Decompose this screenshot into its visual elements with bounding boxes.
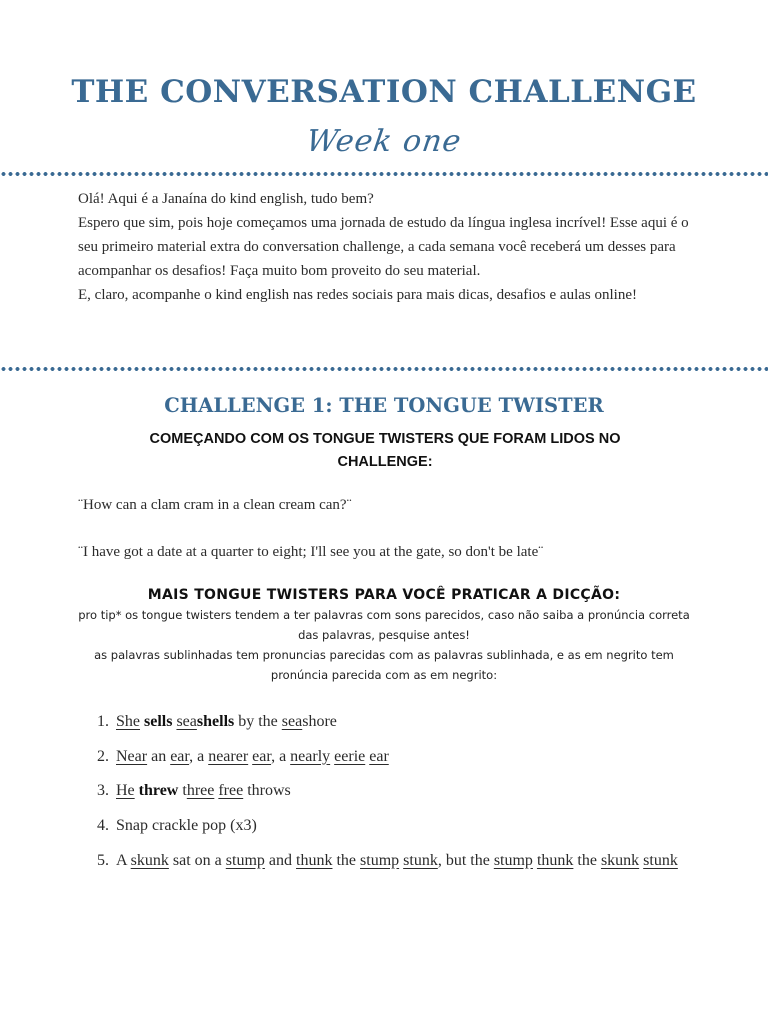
twister-quote-1: ¨How can a clam cram in a clean cream can?¨ [78,497,352,513]
underlined-word: hree [186,782,215,800]
underlined-word: stump [360,851,400,869]
underlined-word: nearer [208,747,249,765]
text-span: shore [302,713,337,730]
intro-text [78,187,693,307]
page-subtitle: Week one [304,124,464,159]
bold-word: shells [196,713,235,730]
underlined-word: ear [252,747,272,765]
page-title: THE CONVERSATION CHALLENGE [71,74,697,110]
list-item [97,740,717,775]
text-span: by the [234,713,282,730]
underlined-word: stump [225,851,265,869]
text-span: t [178,782,187,800]
text-span: , but the [437,851,494,869]
twister-quote-2: ¨I have got a date at a quarter to eight; I'll see you at the gate, so don't be late¨ [78,544,544,560]
underlined-word: ear [369,747,389,765]
challenge-subheading: COMEÇANDO COM OS TONGUE TWISTERS QUE FORAM LIDOS NO CHALLENGE: [149,431,621,470]
practice-heading: MAIS TONGUE TWISTERS PARA VOCÊ PRATICAR A DICÇÃO: [147,587,621,603]
underlined-word: He [116,782,135,800]
list-number: 1. [97,713,109,730]
pro-tip: pro tip* os tongue twisters tendem a ter palavras com sons parecidos, caso não saiba a pronúncia correta das palavras, pesquise antes! [78,608,690,642]
list-number: 3. [97,782,109,800]
text-span: , a [271,747,291,765]
intro-social: E, claro, acompanhe o kind english nas redes sociais para mais dicas, desafios e aulas online! [78,287,637,304]
underlined-word: skunk [130,851,169,869]
underlined-word: eerie [334,747,366,765]
challenge-heading: CHALLENGE 1: THE TONGUE TWISTER [164,394,604,417]
bold-word: threw [138,782,179,800]
text-span: an [147,747,171,765]
text-span: the [573,851,601,869]
text-span: , a [189,747,209,765]
bold-word: sells [144,713,173,730]
list-number: 2. [97,747,109,765]
underlined-word: free [218,782,244,800]
intro-greeting: Olá! Aqui é a Janaína do kind english, tudo bem? [78,191,374,207]
tongue-twister-list [97,705,717,879]
list-item [97,809,717,844]
text-span: throws [243,782,291,800]
dotted-divider-bottom [0,367,768,371]
underlined-word: stump [493,851,533,869]
pronunciation-note: as palavras sublinhadas tem pronuncias parecidas com as palavras sublinhada, e as em negrito tem pronúncia parecida com as em negrito: [94,648,674,682]
text-span: and [264,851,297,869]
text-span: sat on a [168,851,226,869]
underlined-word: She [116,713,140,730]
underlined-word: sea [176,713,197,730]
list-item [97,774,717,809]
underlined-word: Near [116,747,148,765]
underlined-word: nearly [290,747,331,765]
underlined-word: thunk [296,851,333,869]
underlined-word: skunk [600,851,640,869]
underlined-word: stunk [643,851,678,869]
underlined-word: stunk [403,851,438,869]
text-span: Snap crackle pop (x3) [116,817,257,835]
list-number: 4. [97,817,109,835]
list-item [97,844,717,879]
underlined-word: ear [170,747,190,765]
text-span: the [332,851,361,869]
dotted-divider-top [0,172,768,176]
list-item [97,705,717,740]
text-span: A [116,851,131,869]
underlined-word: thunk [536,851,574,869]
intro-paragraph: Espero que sim, pois hoje começamos uma jornada de estudo da língua inglesa incrível! Esse aqui é o seu primeiro material extra do conversation challenge, a cada semana você receberá um desses para acompanhar os desafios! Faça muito bom proveito do seu material. [78,215,689,280]
list-number: 5. [97,851,109,869]
underlined-word: sea [281,713,303,730]
